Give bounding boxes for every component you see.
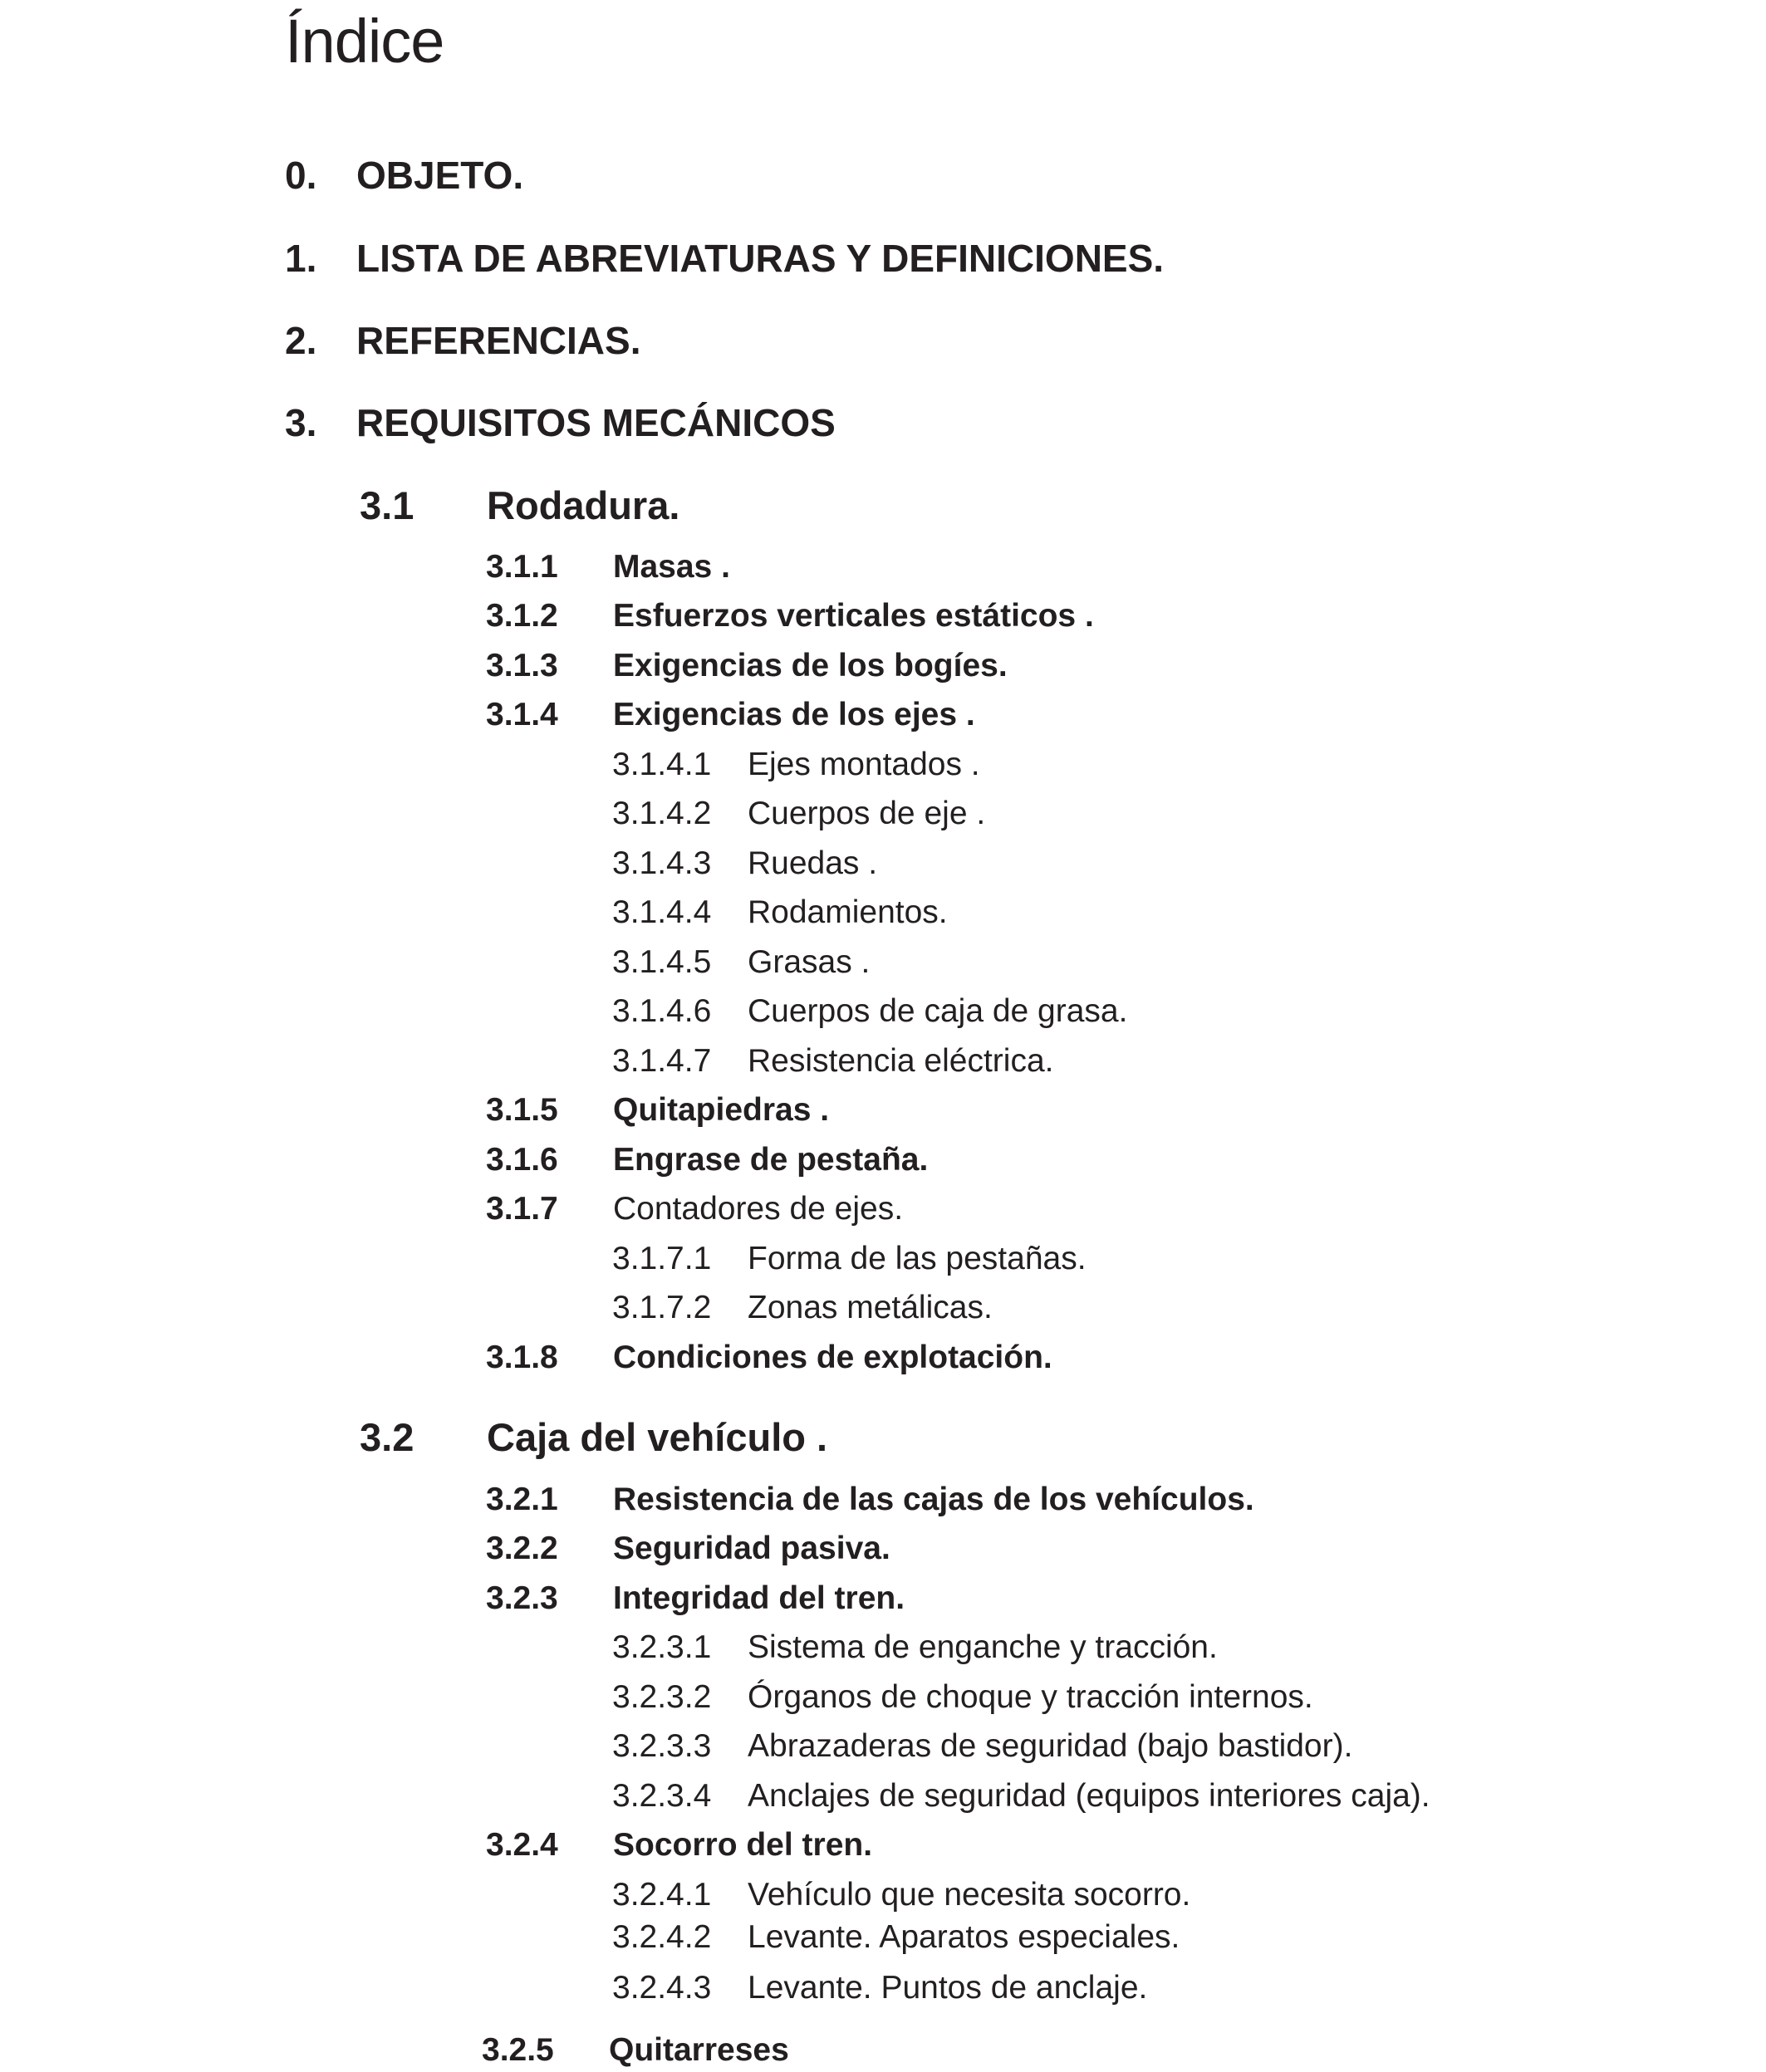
toc-text: Masas . <box>613 549 730 585</box>
toc-entry <box>486 1580 905 1617</box>
toc-entry <box>612 1629 1218 1666</box>
toc-text: Exigencias de los bogíes. <box>613 648 1008 683</box>
toc-number: 3.2.4.3 <box>612 1970 712 2006</box>
toc-number: 3.1.7.1 <box>612 1241 712 1276</box>
toc-text: Contadores de ejes. <box>613 1191 904 1227</box>
toc-number: 3.1.8 <box>486 1340 558 1375</box>
toc-entry <box>486 697 975 733</box>
toc-number: 3.1.4.4 <box>612 894 712 930</box>
toc-text: Forma de las pestañas. <box>748 1241 1087 1276</box>
toc-entry <box>612 894 948 931</box>
toc-entry <box>285 236 1164 281</box>
toc-number: 3.1.3 <box>486 648 558 683</box>
toc-number: 3.2.4 <box>486 1827 558 1863</box>
toc-text: Caja del vehículo . <box>487 1415 828 1459</box>
toc-number: 1. <box>285 237 317 280</box>
toc-entry <box>486 1191 903 1227</box>
toc-text: Abrazaderas de seguridad (bajo bastidor). <box>748 1728 1353 1764</box>
toc-text: Levante. Aparatos especiales. <box>748 1919 1180 1955</box>
toc-number: 3.2.3.2 <box>612 1679 712 1715</box>
toc-number: 3.1.4 <box>486 697 558 732</box>
toc-number: 3.1.4.5 <box>612 944 712 980</box>
toc-text: Grasas . <box>748 944 871 980</box>
toc-entry <box>285 318 640 363</box>
toc-number: 3.2 <box>360 1415 415 1459</box>
toc-entry <box>612 944 870 981</box>
toc-text: Ejes montados . <box>748 747 980 782</box>
toc-number: 3.1.4.2 <box>612 796 712 831</box>
toc-text: Engrase de pestaña. <box>613 1142 929 1178</box>
toc-entry <box>486 549 730 585</box>
toc-text: REFERENCIAS. <box>356 319 641 362</box>
toc-number: 3.1.4.3 <box>612 845 712 881</box>
toc-text: Vehículo que necesita socorro. <box>748 1877 1191 1913</box>
toc-number: 3.1 <box>360 483 415 527</box>
toc-text: Ruedas . <box>748 845 878 881</box>
toc-entry <box>486 1827 872 1864</box>
toc-text: Resistencia de las cajas de los vehículos. <box>613 1482 1254 1517</box>
toc-entry <box>486 1092 829 1129</box>
toc-number: 3.2.3 <box>486 1580 558 1616</box>
page-title: Índice <box>285 7 444 76</box>
toc-number: 3.1.2 <box>486 598 558 634</box>
toc-text: Rodadura. <box>487 483 680 527</box>
toc-number: 3.2.5 <box>482 2032 554 2068</box>
toc-text: Socorro del tren. <box>613 1827 873 1863</box>
toc-number: 3.1.1 <box>486 549 558 585</box>
toc-text: Órganos de choque y tracción internos. <box>748 1679 1313 1715</box>
toc-number: 3. <box>285 401 317 444</box>
toc-entry <box>612 747 980 783</box>
toc-text: OBJETO. <box>356 154 524 197</box>
toc-text: Exigencias de los ejes . <box>613 697 975 732</box>
toc-entry <box>612 1970 1147 2006</box>
toc-text: Quitapiedras . <box>613 1092 830 1128</box>
toc-entry <box>612 796 985 832</box>
toc-text: Rodamientos. <box>748 894 948 930</box>
toc-entry <box>612 1778 1430 1815</box>
toc-number: 3.2.4.2 <box>612 1919 712 1955</box>
toc-text: Cuerpos de caja de grasa. <box>748 993 1128 1029</box>
toc-number: 3.2.3.3 <box>612 1728 712 1764</box>
toc-number: 3.1.4.6 <box>612 993 712 1029</box>
toc-entry <box>486 1142 928 1178</box>
toc-number: 3.2.3.1 <box>612 1629 712 1665</box>
toc-number: 3.1.7 <box>486 1191 558 1227</box>
toc-number: 3.1.4.7 <box>612 1043 712 1079</box>
toc-entry <box>285 153 523 198</box>
toc-text: REQUISITOS MECÁNICOS <box>356 401 836 444</box>
toc-number: 3.1.6 <box>486 1142 558 1178</box>
toc-text: Resistencia eléctrica. <box>748 1043 1054 1079</box>
toc-entry <box>612 845 877 882</box>
toc-number: 3.2.2 <box>486 1531 558 1566</box>
toc-number: 3.2.4.1 <box>612 1877 712 1913</box>
toc-entry <box>612 1043 1053 1080</box>
toc-number: 3.1.4.1 <box>612 747 712 782</box>
toc-entry <box>612 1679 1313 1716</box>
toc-entry <box>612 1877 1190 1913</box>
toc-text: Cuerpos de eje . <box>748 796 986 831</box>
toc-entry <box>612 1241 1087 1277</box>
toc-number: 2. <box>285 319 317 362</box>
toc-entry <box>486 1482 1254 1518</box>
toc-entry <box>612 1728 1352 1765</box>
toc-entry <box>612 1919 1180 1956</box>
toc-text: LISTA DE ABREVIATURAS Y DEFINICIONES. <box>356 237 1165 280</box>
toc-text: Anclajes de seguridad (equipos interiores caja). <box>748 1778 1430 1814</box>
toc-entry <box>360 1414 827 1460</box>
toc-text: Esfuerzos verticales estáticos . <box>613 598 1094 634</box>
toc-entry <box>486 1340 1052 1376</box>
toc-text: Condiciones de explotación. <box>613 1340 1052 1375</box>
toc-text: Quitarreses <box>609 2032 789 2068</box>
toc-text: Sistema de enganche y tracción. <box>748 1629 1218 1665</box>
toc-entry <box>612 1290 993 1326</box>
toc-number: 3.1.7.2 <box>612 1290 712 1325</box>
toc-entry <box>482 2032 789 2069</box>
toc-number: 3.2.1 <box>486 1482 558 1517</box>
toc-text: Zonas metálicas. <box>748 1290 993 1325</box>
toc-entry <box>285 400 836 445</box>
toc-entry <box>360 482 679 528</box>
toc-entry <box>612 993 1127 1030</box>
toc-number: 3.2.3.4 <box>612 1778 712 1814</box>
toc-text: Levante. Puntos de anclaje. <box>748 1970 1148 2006</box>
toc-text: Seguridad pasiva. <box>613 1531 890 1566</box>
toc-text: Integridad del tren. <box>613 1580 905 1616</box>
toc-entry <box>486 1531 890 1567</box>
toc-entry <box>486 598 1094 634</box>
toc-entry <box>486 648 1008 684</box>
toc-number: 3.1.5 <box>486 1092 558 1128</box>
toc-number: 0. <box>285 154 317 197</box>
